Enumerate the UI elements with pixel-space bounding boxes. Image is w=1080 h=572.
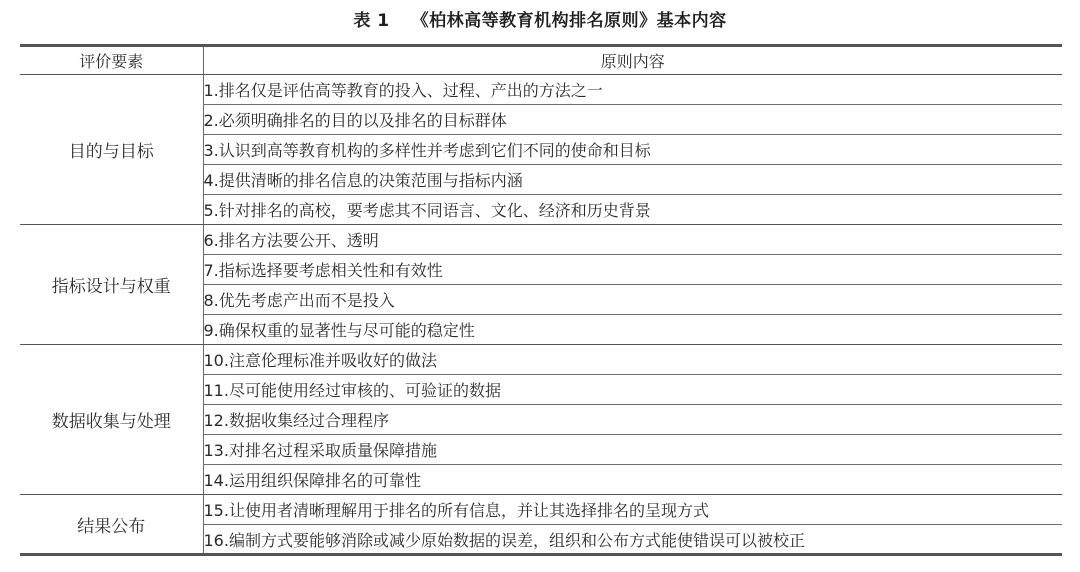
principle-item: 10.注意伦理标准并吸收好的做法 bbox=[203, 345, 1062, 375]
group-label: 结果公布 bbox=[20, 495, 203, 555]
table-caption bbox=[0, 8, 1080, 34]
header-row bbox=[20, 46, 1062, 75]
table-title: 《柏林高等教育机构排名原则》基本内容 bbox=[411, 11, 727, 31]
principle-item: 14.运用组织保障排名的可靠性 bbox=[203, 465, 1062, 495]
header-principle-content: 原则内容 bbox=[203, 46, 1062, 75]
principle-item: 12.数据收集经过合理程序 bbox=[203, 405, 1062, 435]
principle-item: 2.必须明确排名的目的以及排名的目标群体 bbox=[203, 105, 1062, 135]
principle-item: 13.对排名过程采取质量保障措施 bbox=[203, 435, 1062, 465]
principle-item: 4.提供清晰的排名信息的决策范围与指标内涵 bbox=[203, 165, 1062, 195]
principle-item: 15.让使用者清晰理解用于排名的所有信息，并让其选择排名的呈现方式 bbox=[203, 495, 1062, 525]
table-row bbox=[20, 225, 1062, 255]
header-evaluation-element: 评价要素 bbox=[20, 46, 203, 75]
principle-item: 3.认识到高等教育机构的多样性并考虑到它们不同的使命和目标 bbox=[203, 135, 1062, 165]
table-row bbox=[20, 75, 1062, 105]
group-label: 数据收集与处理 bbox=[20, 345, 203, 495]
principle-item: 16.编制方式要能够消除或减少原始数据的误差，组织和公布方式能使错误可以被校正 bbox=[203, 525, 1062, 555]
principles-table bbox=[20, 44, 1062, 556]
table-row bbox=[20, 495, 1062, 525]
principle-item: 1.排名仅是评估高等教育的投入、过程、产出的方法之一 bbox=[203, 75, 1062, 105]
principle-item: 11.尽可能使用经过审核的、可验证的数据 bbox=[203, 375, 1062, 405]
principle-item: 9.确保权重的显著性与尽可能的稳定性 bbox=[203, 315, 1062, 345]
group-label: 指标设计与权重 bbox=[20, 225, 203, 345]
group-label: 目的与目标 bbox=[20, 75, 203, 225]
principle-item: 6.排名方法要公开、透明 bbox=[203, 225, 1062, 255]
principle-item: 8.优先考虑产出而不是投入 bbox=[203, 285, 1062, 315]
table-row bbox=[20, 345, 1062, 375]
principle-item: 7.指标选择要考虑相关性和有效性 bbox=[203, 255, 1062, 285]
principle-item: 5.针对排名的高校，要考虑其不同语言、文化、经济和历史背景 bbox=[203, 195, 1062, 225]
table-number: 表 1 bbox=[353, 11, 390, 31]
